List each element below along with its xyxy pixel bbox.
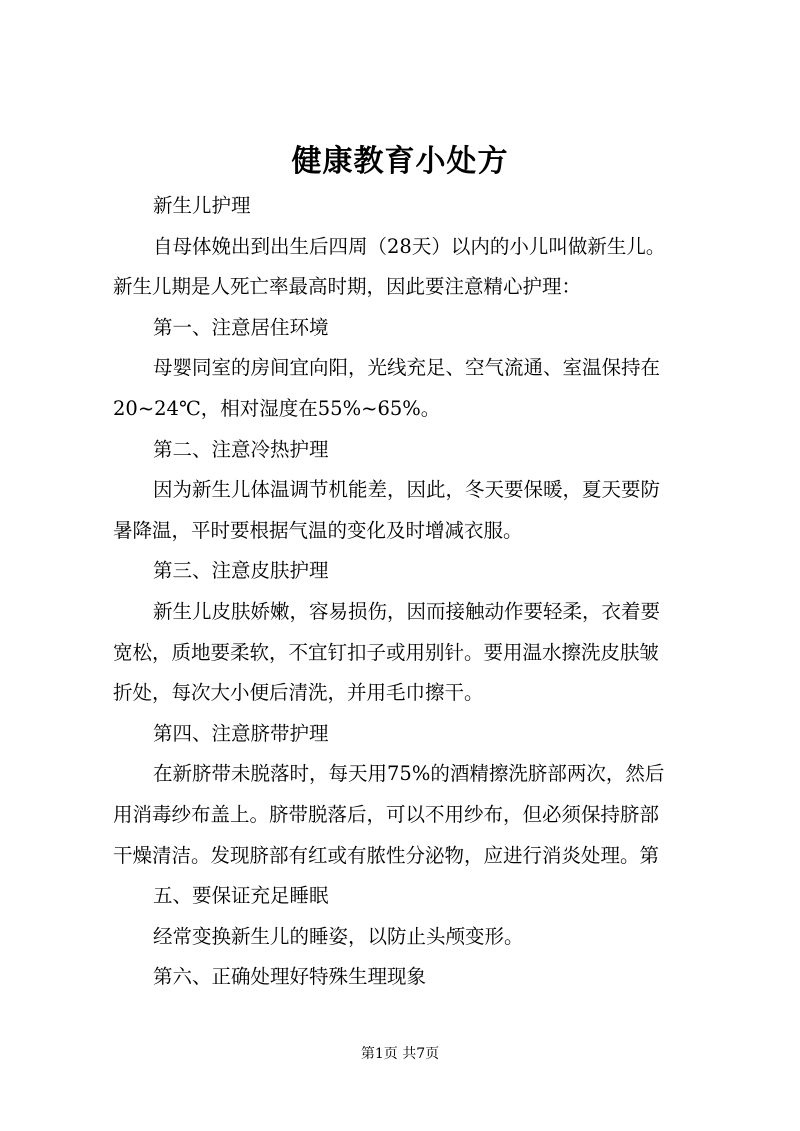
paragraph-line: 用消毒纱布盖上。脐带脱落后，可以不用纱布，但必须保持脐部 (113, 802, 660, 826)
page-footer: 第1页 共7页 (360, 1046, 440, 1062)
paragraph-line: 自母体娩出到出生后四周（28天）以内的小儿叫做新生儿。 (153, 234, 666, 258)
paragraph-line: 五、要保证充足睡眠 (153, 884, 329, 908)
paragraph-line: 因为新生儿体温调节机能差，因此，冬天要保暖，夏天要防 (153, 478, 661, 502)
paragraph-line: 干燥清洁。发现脐部有红或有脓性分泌物，应进行消炎处理。第 (113, 843, 660, 867)
paragraph-line: 新生儿期是人死亡率最高时期，因此要注意精心护理： (113, 275, 582, 299)
document-body (113, 186, 713, 998)
paragraph-line: 经常变换新生儿的睡姿，以防止头颅变形。 (153, 924, 524, 948)
paragraph-line: 宽松，质地要柔软，不宜钉扣子或用别针。要用温水擦洗皮肤皱 (113, 640, 660, 664)
paragraph-line: 在新脐带未脱落时，每天用75%的酒精擦洗脐部两次，然后 (153, 762, 665, 786)
paragraph-line: 第四、注意脐带护理 (153, 721, 329, 745)
paragraph-line: 新生儿护理 (153, 194, 251, 217)
paragraph-line: 折处，每次大小便后清洗，并用毛巾擦干。 (113, 681, 484, 705)
paragraph-line: 第三、注意皮肤护理 (153, 559, 329, 583)
paragraph-line: 暑降温，平时要根据气温的变化及时增减衣服。 (113, 518, 523, 542)
paragraph-line: 第六、正确处理好特殊生理现象 (153, 965, 427, 989)
paragraph-line: 新生儿皮肤娇嫩，容易损伤，因而接触动作要轻柔，衣着要 (153, 599, 661, 623)
document-title: 健康教育小处方 (291, 144, 509, 179)
paragraph-line: 母婴同室的房间宜向阳，光线充足、空气流通、室温保持在 (153, 356, 661, 380)
paragraph-line: 第一、注意居住环境 (153, 315, 329, 339)
paragraph-line: 第二、注意冷热护理 (153, 437, 329, 461)
paragraph-line: 20~24℃，相对湿度在55%~65%。 (113, 396, 441, 420)
